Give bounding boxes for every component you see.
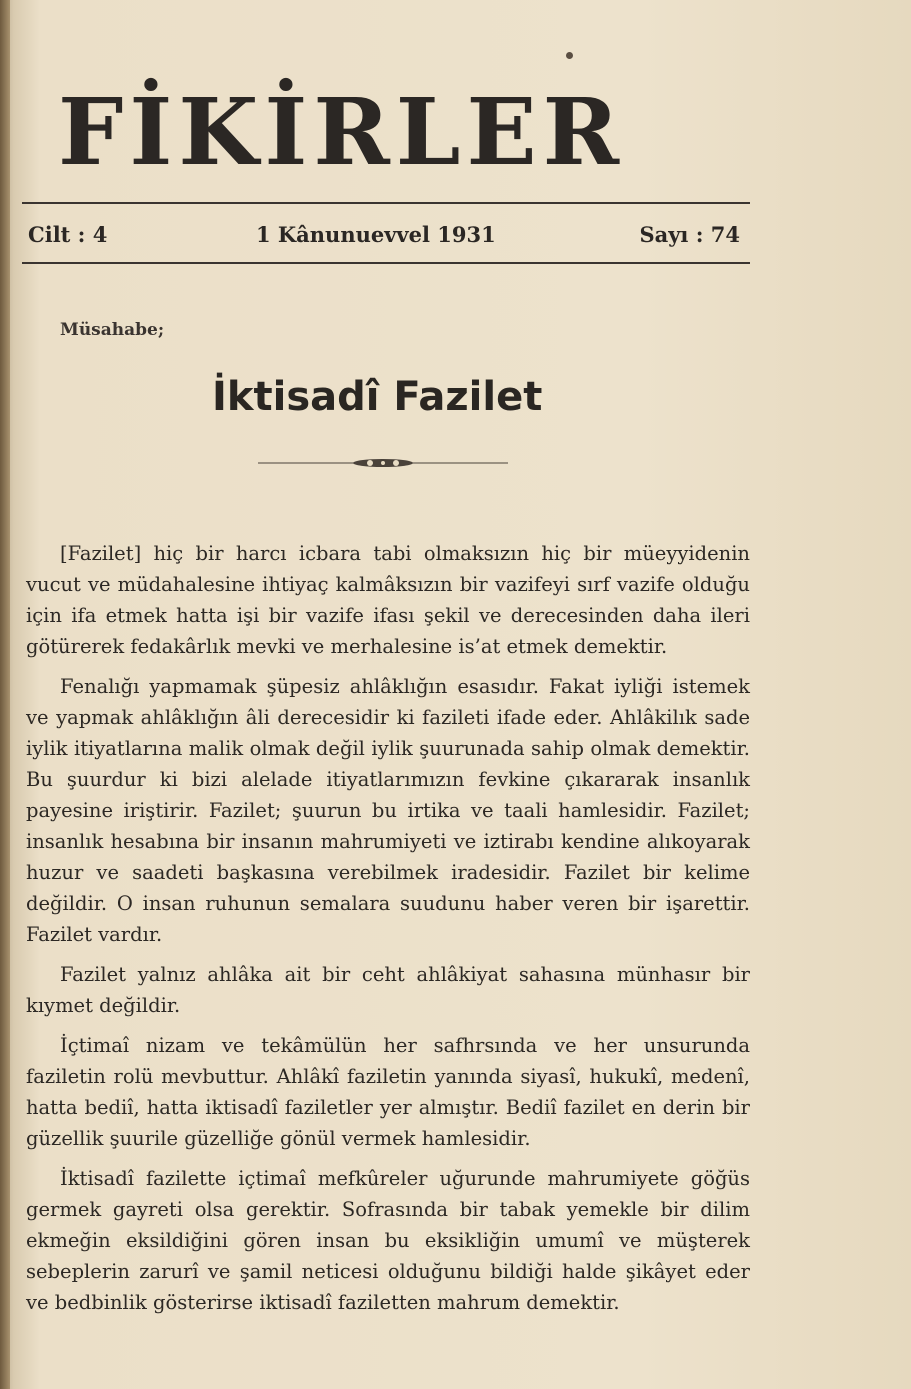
article-paragraph: Fenalığı yapmamak şüpesiz ahlâklığın esasıdır. Fakat iyliği istemek ve yapmak ahlâklığın âli derecesidir ki fazileti ifade eder. Ahlâkilık sade iylik itiyatlarına malik olmak değil iylik şuurunada sahip olmak demektir. Bu şuurdur ki bizi alelade itiyatlarımızın fevkine çıkararak insanlık payesine iriştirir. Fazilet; şuurun bu irtika ve taali hamlesidir. Fazilet; insanlık hesabına bir insanın mahrumiyeti ve iztirabı kendine alıkoyarak huzur ve saadeti başkasına verebilmek iradesidir. Fazilet bir kelime değildir. O insan ruhunun semalara suudunu haber veren bir işarettir. Fazilet vardır. xyxy=(26,675,750,946)
article-paragraph: [Fazilet] hiç bir harcı icbara tabi olmaksızın hiç bir müeyyidenin vucut ve müdahalesine ihtiyaç kalmâksızın bir vazifeyi sırf vazife olduğu için ifa etmek hatta işi bir vazife ifası şekil ve derecesinden daha ileri götürerek fedakârlık mevki ve merhalesine is’at etmek demektir. xyxy=(26,542,750,658)
ink-spot xyxy=(566,52,573,59)
article-body xyxy=(26,538,750,1327)
article-paragraph: Fazilet yalnız ahlâka ait bir ceht ahlâkiyat sahasına münhasır bir kıymet değildir. xyxy=(26,963,750,1017)
section-label: Müsahabe; xyxy=(60,320,165,340)
issue-volume: Cilt : 4 xyxy=(28,222,108,247)
article-title: İktisadî Fazilet xyxy=(212,374,543,420)
title-ornament xyxy=(258,455,508,471)
article-paragraph: İktisadî fazilette içtimaî mefkûreler uğurunde mahrumiyete göğüs germek gayreti olsa gerektir. Sofrasında bir tabak yemekle bir dilim ekmeğin eksildiğini gören insan bu eksikliğin umumî ve müşterek sebeplerin zarurî ve şamil neticesi olduğunu bildiği halde şikâyet eder ve bedbinlik gösterirse iktisadî faziletten mahrum demektir. xyxy=(26,1167,750,1314)
masthead-rule-top xyxy=(22,202,750,204)
binding-edge xyxy=(0,0,10,1389)
masthead-rule-bottom xyxy=(22,262,750,264)
masthead-title: FİKİRLER xyxy=(58,78,626,186)
issue-info-bar xyxy=(28,216,744,252)
article-paragraph: İçtimaî nizam ve tekâmülün her safhrsında ve her unsurunda faziletin rolü mevbuttur. Ahlâkî faziletin yanında siyasî, hukukî, medenî, hatta bediî, hatta iktisadî faziletler yer almıştır. Bediî fazilet en derin bir güzellik şuurile güzelliğe gönül vermek hamlesidir. xyxy=(26,1034,750,1150)
issue-number: Sayı : 74 xyxy=(639,222,740,247)
issue-date: 1 Kânunuevvel 1931 xyxy=(256,222,496,247)
